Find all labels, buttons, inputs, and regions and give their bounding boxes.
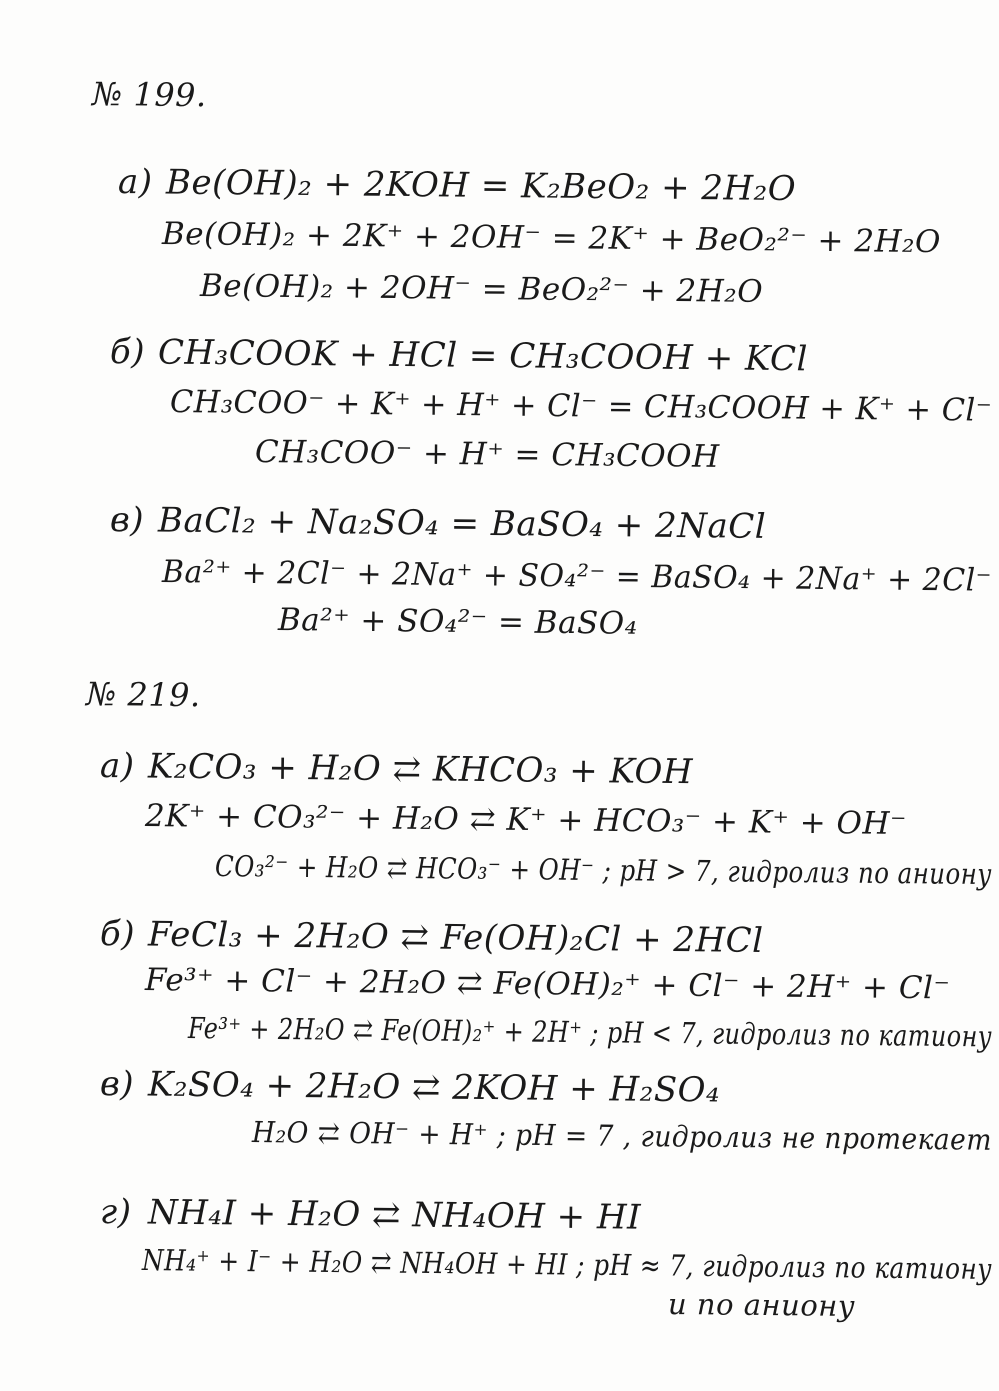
p199-v-label: в) [109, 500, 145, 541]
p219-a-label: а) [99, 746, 135, 787]
p219-b-full-ionic: Fe³⁺ + Cl⁻ + 2H₂O ⇄ Fe(OH)₂⁺ + Cl⁻ + 2H⁺ + Cl⁻ [144, 962, 951, 1007]
p219-b-molecular [100, 914, 764, 961]
p219-a-molecular-eq: K₂CO₃ + H₂O ⇄ KHCO₃ + KOH [147, 746, 694, 793]
p219-a-full-ionic: 2K⁺ + CO₃²⁻ + H₂O ⇄ K⁺ + HCO₃⁻ + K⁺ + OH⁻ [144, 798, 908, 842]
p219-a-short-ionic: CO₃²⁻ + H₂O ⇄ HCO₃⁻ + OH⁻ ; pH > 7, гидролиз по аниону [214, 849, 993, 892]
p199-v-full-ionic: Ba²⁺ + 2Cl⁻ + 2Na⁺ + SO₄²⁻ = BaSO₄ + 2Na⁺ + 2Cl⁻ [161, 554, 993, 599]
p199-b-molecular [110, 332, 808, 379]
p219-g-molecular [100, 1192, 641, 1238]
p199-v-short-ionic: Ba²⁺ + SO₄²⁻ = BaSO₄ [277, 602, 638, 642]
p219-g-continuation: и по аниону [667, 1287, 856, 1323]
p219-g-molecular-eq: NH₄I + H₂O ⇄ NH₄OH + HI [147, 1192, 642, 1238]
p199-v-molecular-eq: BaCl₂ + Na₂SO₄ = BaSO₄ + 2NaCl [157, 500, 767, 547]
p199-b-molecular-eq: CH₃COOK + HCl = CH₃COOH + KCl [157, 332, 809, 380]
p219-b-short-ionic: Fe³⁺ + 2H₂O ⇄ Fe(OH)₂⁺ + 2H⁺ ; pH < 7, гидролиз по катиону [187, 1011, 993, 1054]
p219-g-full-ionic: NH₄⁺ + I⁻ + H₂O ⇄ NH₄OH + HI ; pH ≈ 7, гидролиз по катиону [141, 1243, 993, 1286]
p219-b-label: б) [99, 914, 136, 955]
p219-v-short-ionic: H₂O ⇄ OH⁻ + H⁺ ; pH = 7 , гидролиз не протекает [251, 1115, 993, 1157]
p199-a-molecular [118, 162, 797, 209]
p219-v-molecular-eq: K₂SO₄ + 2H₂O ⇄ 2KOH + H₂SO₄ [147, 1064, 721, 1111]
p199-a-full-ionic: Be(OH)₂ + 2K⁺ + 2OH⁻ = 2K⁺ + BeO₂²⁻ + 2H₂O [161, 216, 942, 261]
p199-b-label: б) [109, 332, 146, 373]
p219-v-molecular [100, 1064, 721, 1110]
p199-b-short-ionic: CH₃COO⁻ + H⁺ = CH₃COOH [254, 434, 720, 475]
p219-v-label: в) [99, 1064, 135, 1105]
problem-219-title: № 219. [85, 675, 201, 715]
p199-v-molecular [110, 500, 767, 547]
p219-b-molecular-eq: FeCl₃ + 2H₂O ⇄ Fe(OH)₂Cl + 2HCl [147, 914, 764, 961]
p199-a-molecular-eq: Be(OH)₂ + 2KOH = K₂BeO₂ + 2H₂O [165, 162, 797, 210]
p199-b-full-ionic: CH₃COO⁻ + K⁺ + H⁺ + Cl⁻ = CH₃COOH + K⁺ + Cl⁻ [169, 384, 993, 429]
p199-a-short-ionic: Be(OH)₂ + 2OH⁻ = BeO₂²⁻ + 2H₂O [199, 268, 764, 310]
p219-a-molecular [100, 746, 693, 792]
p219-g-label: г) [99, 1192, 132, 1233]
problem-199-title: № 199. [91, 75, 207, 115]
p199-a-label: а) [117, 162, 153, 203]
